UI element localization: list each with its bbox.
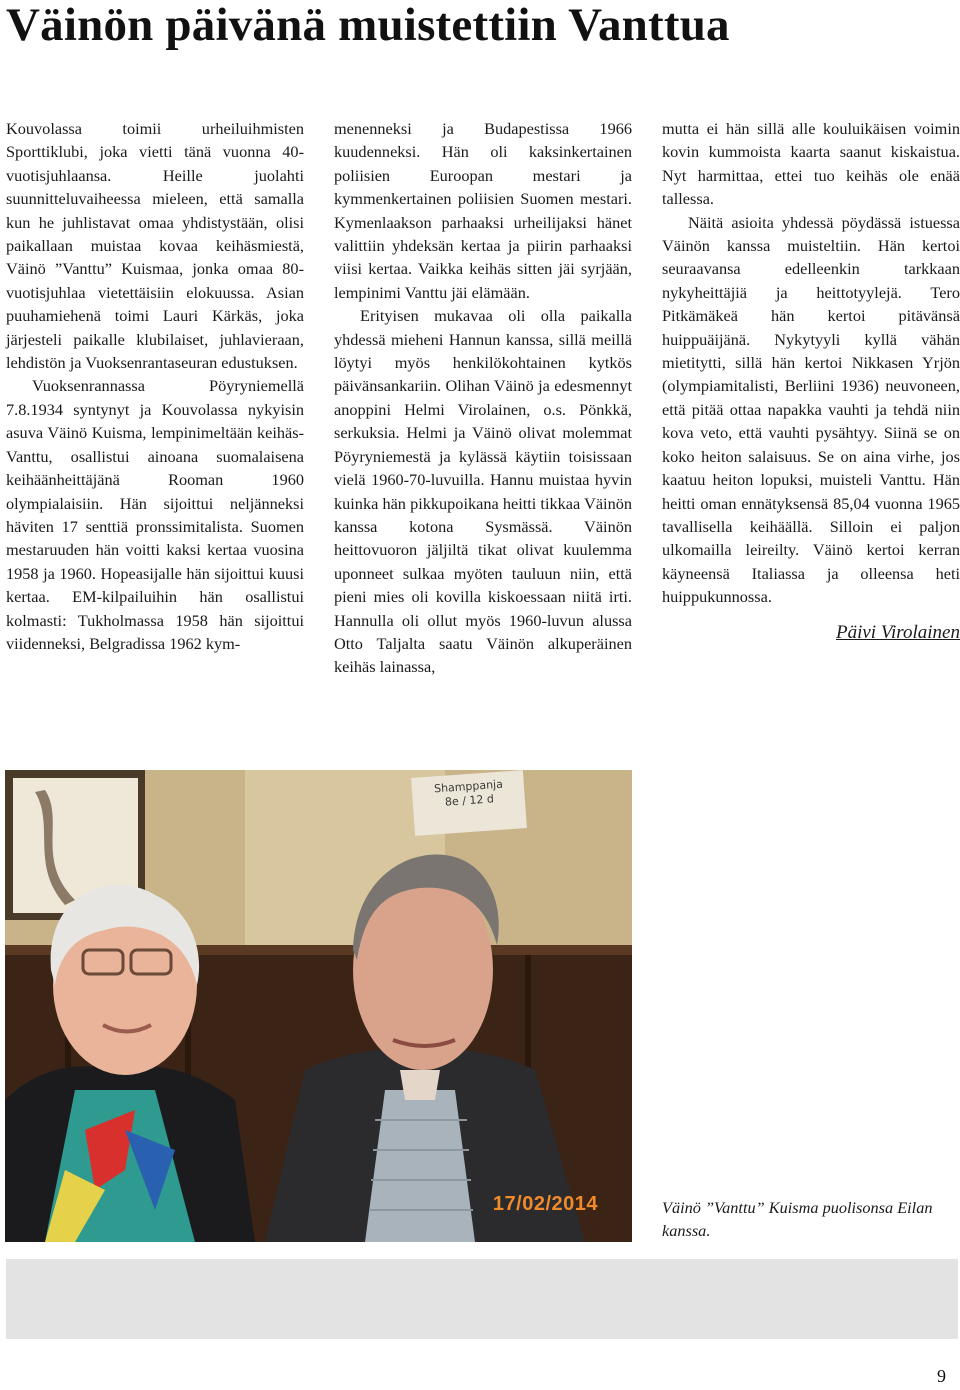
paragraph: Vuoksenrannassa Pöyryniemellä 7.8.1934 syntynyt ja Kouvolassa nykyisin asuva Väinö Kuisma, lempinimeltään keihäs-Vanttu, osallistui ainoana suomalaisena keihäänheittäjänä Rooman 1960 olympialaisiin. Hän sijoittui neljänneksi häviten 17 senttiä pronssimitalista. Suomen mestaruuden hän voitti kaksi kertaa vuosina 1958 ja 1960. Hopeasijalle hän sijoittui kuusi kertaa. EM-kilpailuihin hän osallistui kolmasti: Tukholmassa 1958 hän sijoittui viidenneksi, Belgradissa 1962 kym-: [6, 376, 304, 653]
article-column-1: [6, 117, 304, 655]
article-photo: [5, 770, 632, 1242]
paragraph: mutta ei hän sillä alle kouluikäisen voimin kovin kummoista kaarta saanut kiskaistua. Nyt harmittaa, ettei tuo keihäs ole enää tallessa.: [662, 119, 960, 209]
paragraph: menenneksi ja Budapestissa 1966 kuudenneksi. Hän oli kaksinkertainen poliisien Euroopan mestari ja kymmenkertainen poliisien Suomen mestari. Kymenlaakson parhaaksi urheilijaksi hänet valittiin yhdeksän kertaa ja piirin parhaaksi viisi kertaa. Vaikka keihäs sitten jäi syrjään, lempinimi Vanttu jäi elämään.: [334, 119, 632, 302]
photo-illustration: [5, 770, 632, 1242]
photo-date-stamp: 17/02/2014: [492, 1193, 598, 1215]
article-column-2: [334, 117, 632, 679]
paragraph: Näitä asioita yhdessä pöydässä istuessa Väinön kanssa muisteltiin. Hän kertoi seuraavansa edelleenkin tarkkaan nykyheittäjiä ja heittotyylejä. Tero Pitkämäkeä hän kertoi pitävänsä huippuäijänä. Nykytyyli kyllä vähän mietitytti, sillä hän kertoi Nikkasen Yrjön (olympiamitalisti, Berliini 1936) neuvoneen, että pitää ottaa napakka vauhti ja tehdä niin kova veto, että vauhti pysähtyy. Siinä se on koko heiton salaisuus. Se on aina virhe, jos kaatuu heiton lopuksi, muisteli Vanttu. Hän heitti oman ennätyksensä 85,04 vuonna 1965 tavallisella keihäällä. Silloin ei paljon ulkomailla leireilty. Väinö kertoi kerran käyneensä Italiassa ja olleensa heti huippukunnossa.: [662, 212, 960, 607]
article-column-3: [662, 117, 960, 644]
article-headline: Väinön päivänä muistettiin Vanttua: [6, 0, 730, 51]
paragraph: Kouvolassa toimii urheiluihmisten Sporttiklubi, joka vietti tänä vuonna 40-vuotisjuhlaansa. Heille juolahti suunnitteluvaiheessa mieleen, että samalla kun he juhlistavat omaa yhdistystään, olisi paikallaan muistaa kovaa keihäsmiestä, Väinö ”Vanttu” Kuismaa, jonka omaa 80-vuotisjuhlaa vietettäisiin elokuussa. Asian puuhamiehenä toimi Lauri Kärkäs, joka järjesteli paikalle klubilaiset, juhlavieraan, lehdistön ja Vuoksenrantaseuran edustuksen.: [6, 119, 304, 373]
photo-caption: Väinö ”Vanttu” Kuisma puolisonsa Eilan kanssa.: [662, 1198, 933, 1241]
page-number: 9: [937, 1366, 946, 1386]
paragraph: Erityisen mukavaa oli olla paikalla yhdessä mieheni Hannun kanssa, sillä meillä löytyi myös henkilökohtainen kytkös päivänsankariin. Olihan Väinö ja edesmennyt anoppini Helmi Virolainen, o.s. Pönkkä, serkuksia. Helmi ja Väinö olivat molemmat Pöyryniemestä ja kylässä käytiin toisissaan vielä 1960-70-luvuilla. Hannu muistaa hyvin kuinka hän pikkupoikana heitti tikkaa Väinön kanssa kotona Sysmässä. Väinön heittovuoron jäljiltä tikat olivat kuulemma uponneet sulkaa myöten tauluun niin, että pieni mies oli kovilla kiskoessaan niitä irti. Hannulla oli ollut myös 1960-luvun alussa Otto Taljalta saatu Väinön alkuperäinen keihäs lainassa,: [334, 306, 632, 677]
author-signature: Päivi Virolainen: [835, 621, 960, 643]
footer-band: [6, 1259, 958, 1339]
menu-board-text: Shamppanja 8e / 12 d: [433, 777, 504, 809]
